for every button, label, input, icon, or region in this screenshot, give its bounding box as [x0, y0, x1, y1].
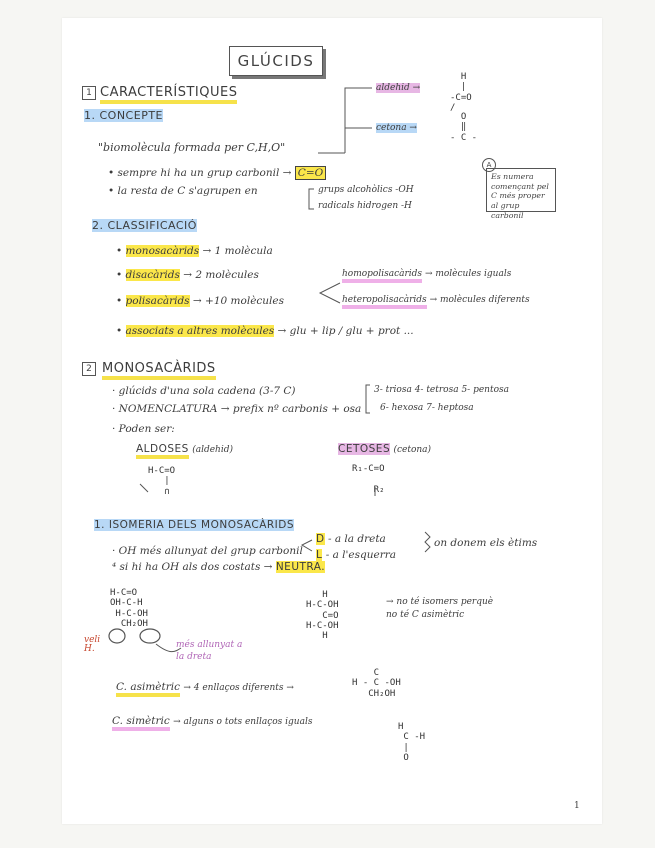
section-heading-monosacarids: MONOSACÀRIDS: [102, 361, 216, 380]
page-number: 1: [574, 801, 580, 811]
side-note: més allunyat a la dreta: [176, 640, 243, 662]
class-disacarids: disacàrids: [125, 269, 180, 281]
aldoses-label: ALDOSES: [136, 443, 189, 459]
page-title: GLÚCIDS: [237, 52, 315, 70]
carbonyl-formula: C=O: [295, 166, 326, 180]
note-box: Es numera començant pel C més proper al grup carbonil: [486, 168, 556, 212]
neutra-label: NEUTRA.: [275, 561, 326, 573]
cetona-label: cetona →: [376, 123, 417, 133]
page-title-box: [229, 46, 323, 76]
class-monosacarids: monosacàrids: [125, 245, 200, 257]
aldoses-note: (aldehid): [192, 445, 233, 455]
definition-text: "biomolècula formada per C,H,O": [98, 141, 286, 154]
subsection-classificacio: 2. CLASSIFICACIÓ: [92, 219, 197, 232]
class-mono-desc: → 1 molècula: [202, 245, 273, 257]
isomer-d-formula: H-C=O OH-C-H H-C-OH CH₂OH: [110, 588, 148, 630]
class-hetero-desc: → molècules diferents: [429, 295, 530, 305]
cetoses-note: (cetona): [393, 445, 432, 455]
names-line-1: 3- triosa 4- tetrosa 5- pentosa: [374, 385, 509, 395]
carbonyl-line: • sempre hi ha un grup carbonil →: [108, 167, 292, 179]
class-assoc-desc: → glu + lip / glu + prot ...: [277, 325, 414, 337]
notebook-page: [62, 18, 602, 824]
d-form-desc: - a la dreta: [327, 533, 386, 545]
section-number-2: 2: [82, 362, 96, 376]
d-form-label: D: [316, 533, 325, 545]
class-associats: associats a altres molècules: [125, 325, 275, 337]
neutral-formula: H H-C-OH C=O H-C-OH H: [306, 590, 339, 642]
l-form-desc: - a l'esquerra: [325, 549, 397, 561]
aldose-formula: H-C=O | ∩: [148, 466, 176, 497]
iso-line-2: ⁴ si hi ha OH als dos costats →: [112, 561, 273, 573]
names-line-2: 6- hexosa 7- heptosa: [380, 403, 474, 413]
cetose-formula: R₁-C=O R₂: [352, 464, 385, 495]
class-homopolisacarids: homopolisacàrids: [342, 269, 422, 283]
class-poli-desc: → +10 molècules: [192, 295, 285, 307]
class-disa-desc: → 2 molècules: [183, 269, 259, 281]
c-simetric-desc: → alguns o tots enllaços iguals: [173, 717, 313, 727]
group-alcohol: grups alcohòlics -OH: [318, 185, 414, 195]
mono-line-3: · Poden ser:: [112, 423, 175, 435]
group-hydrogen: radicals hidrogen -H: [318, 201, 412, 211]
subsection-isomeria: 1. ISOMERIA DELS MONOSACÀRIDS: [94, 519, 295, 531]
cetoses-label: CETOSES: [338, 443, 391, 455]
c-asimetric-formula: C H - C -OH CH₂OH: [352, 668, 401, 699]
aldehid-formula: H | -C=O /: [450, 72, 472, 114]
mono-line-1: · glúcids d'una sola cadena (3-7 C): [112, 385, 296, 397]
c-simetric-formula: H C -H | O: [398, 722, 426, 764]
subsection-concepte: 1. CONCEPTE: [84, 109, 163, 122]
class-polisacarids: polisacàrids: [125, 295, 190, 307]
mono-line-2: · NOMENCLATURA → prefix nº carbonis + osa: [112, 403, 362, 415]
section-number-1: 1: [82, 86, 96, 100]
c-simetric-label: C. simètric: [112, 715, 170, 731]
no-isomers-note: → no té isomers perquè no té C asimètric: [386, 597, 494, 620]
aldehid-label: aldehid →: [376, 83, 421, 93]
section-heading-caracteristiques: CARACTERÍSTIQUES: [100, 85, 237, 104]
iso-line-1: · OH més allunyat del grup carbonil: [112, 545, 303, 557]
left-note: veli H.: [84, 635, 101, 654]
note-marker: A: [482, 158, 496, 172]
cetona-formula: O ‖ - C -: [450, 112, 478, 143]
iso-result: on donem els ètims: [434, 537, 538, 549]
c-asimetric-desc: → 4 enllaços diferents →: [183, 683, 294, 693]
c-asimetric-label: C. asimètric: [116, 681, 180, 697]
l-form-label: L: [316, 549, 323, 561]
resta-line: • la resta de C s'agrupen en: [108, 185, 258, 197]
class-homo-desc: → molècules iguals: [424, 269, 512, 279]
class-heteropolisacarids: heteropolisacàrids: [342, 295, 427, 309]
